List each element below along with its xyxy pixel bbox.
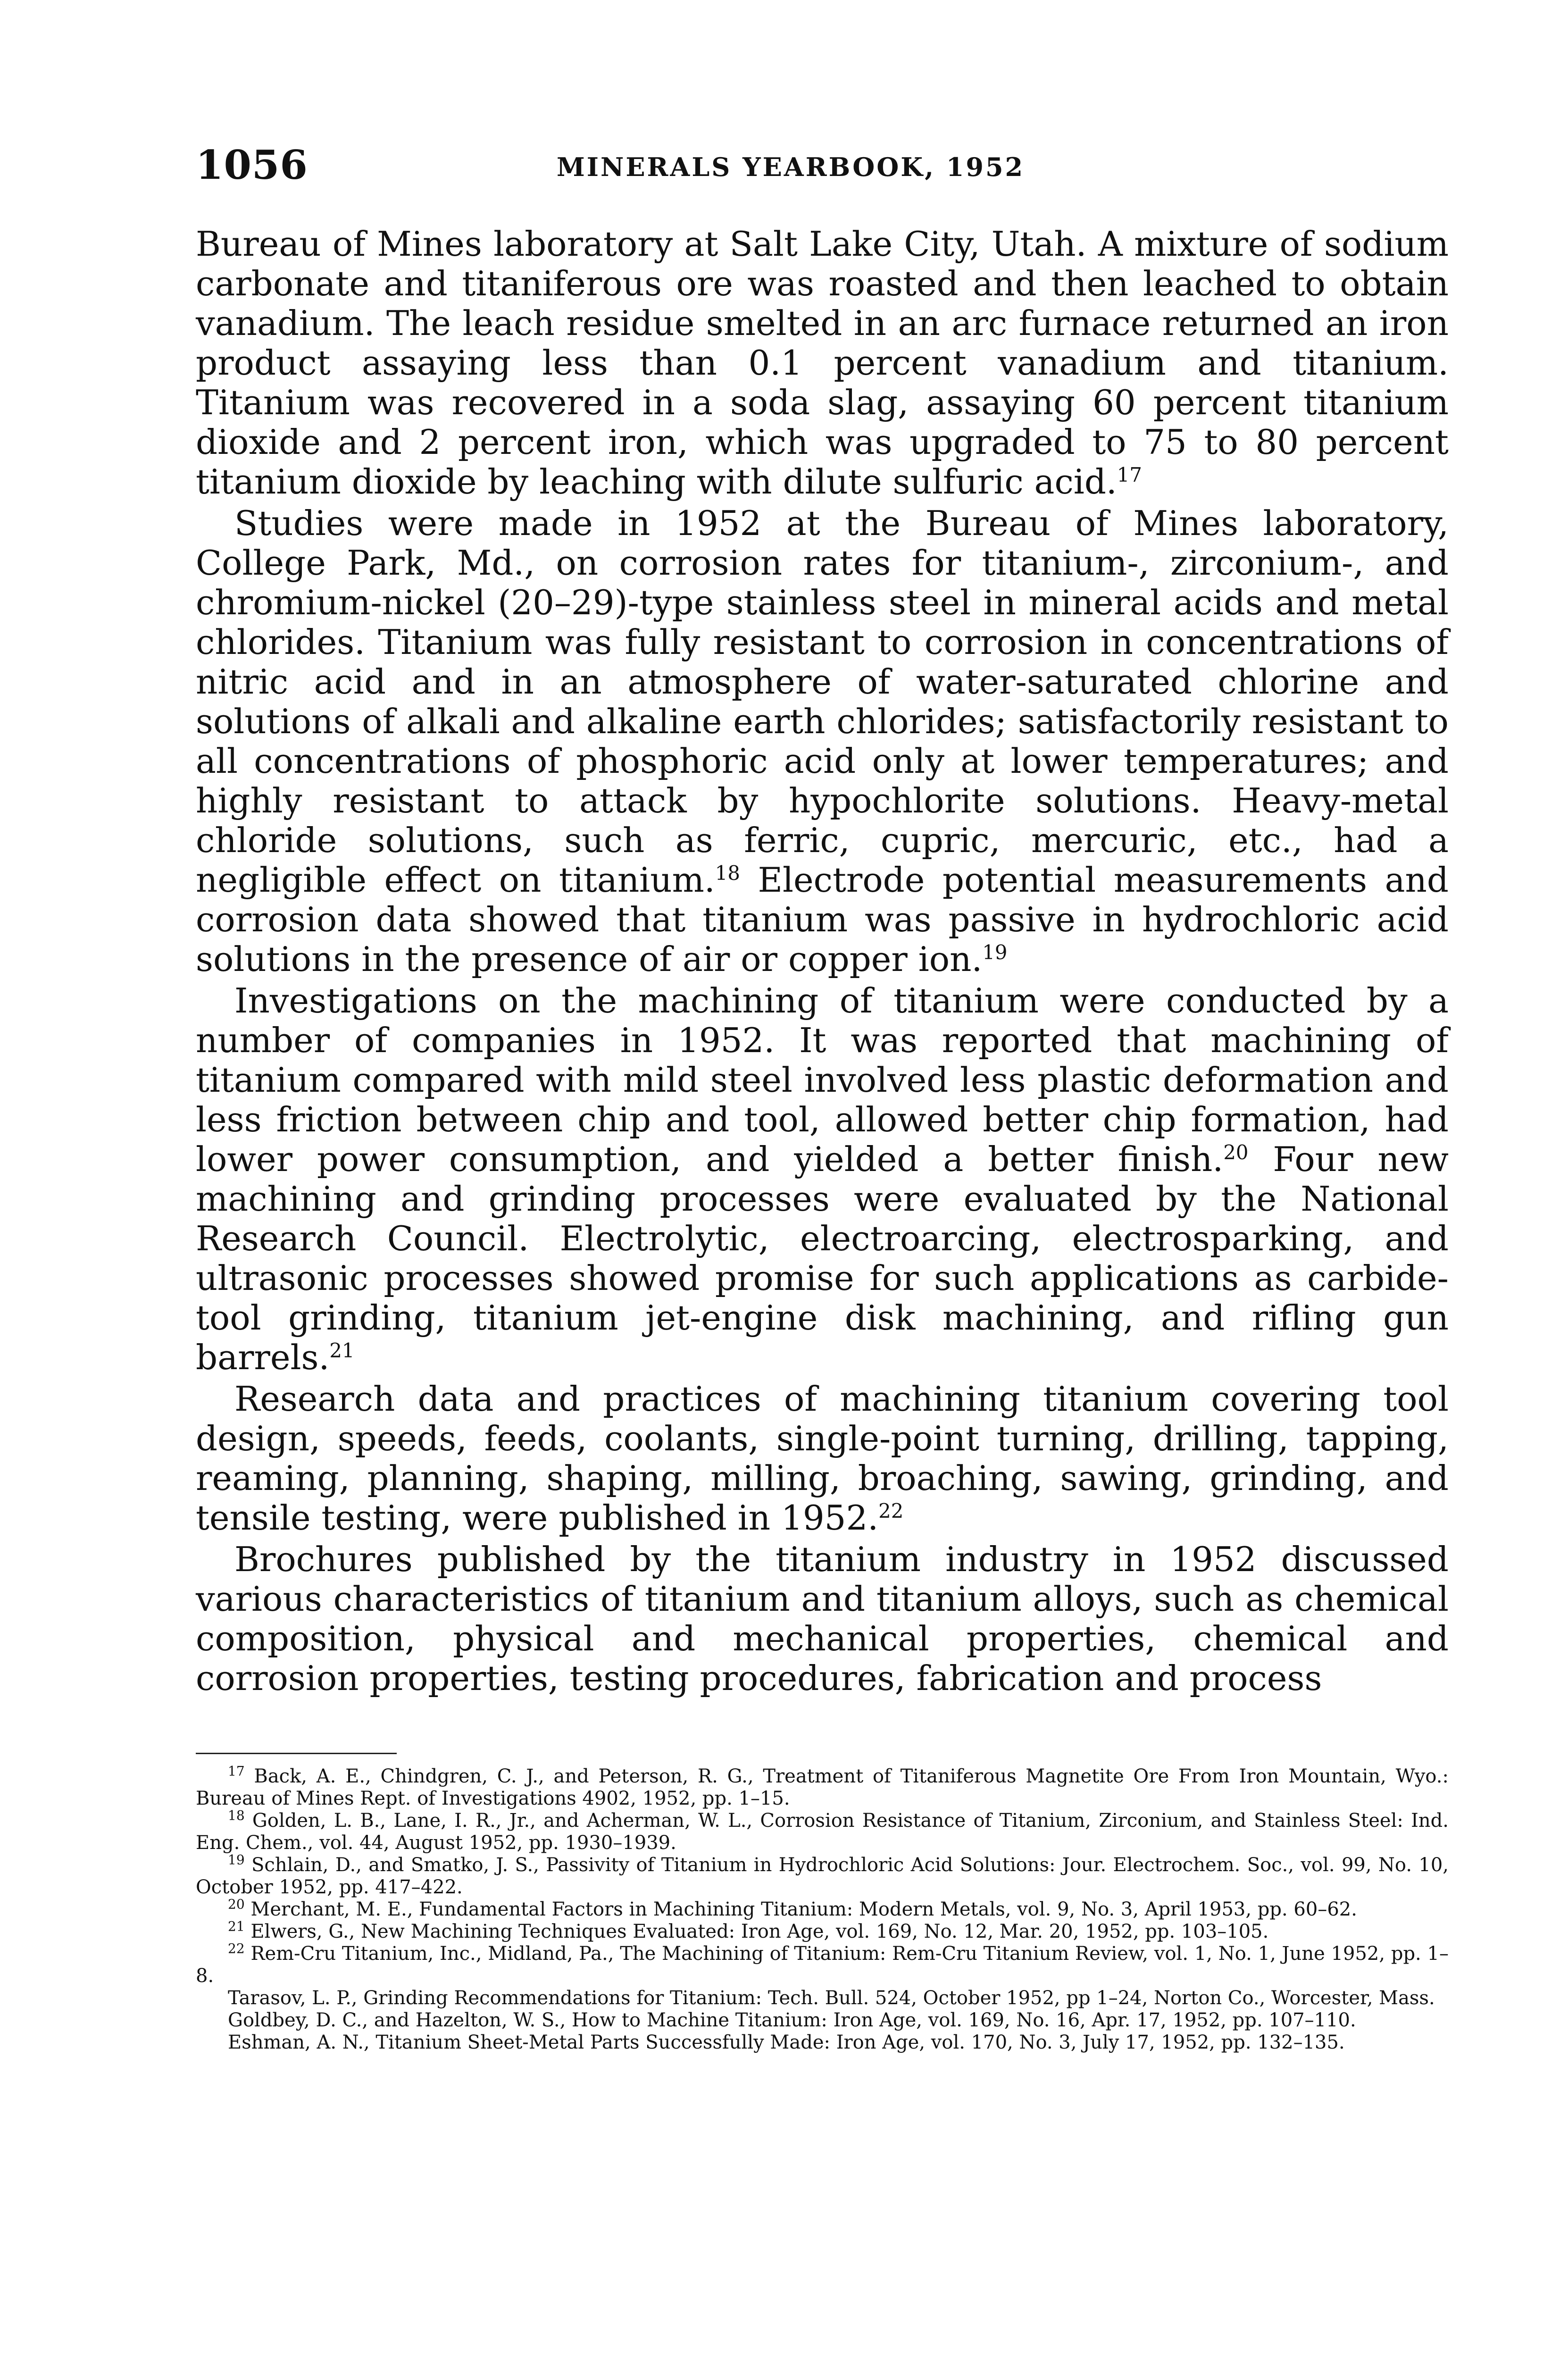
footnote-number: 21: [228, 1918, 245, 1934]
footnote-text: Rem-Cru Titanium, Inc., Midland, Pa., The Machining of Titanium: Rem-Cru Titanium Review, vol. 1, No. 1, June 1952, pp. 1–8.: [196, 1943, 1449, 1987]
paragraph-research-data: [196, 1379, 1449, 1538]
footnote-22-continued: [196, 1987, 1449, 2009]
paragraph-brochures: [196, 1539, 1449, 1698]
footnote-number: 22: [228, 1941, 245, 1957]
paragraph-text: Studies were made in 1952 at the Bureau of Mines laboratory, College Park, Md., on corrosion rates for titanium-, zirconium-, and chromium-nickel (20–29)-type stainless steel in mineral acids and metal chlorides. Titanium was fully resistant to corrosion in concentrations of nitric acid and in an atmosphere of water-saturated chlorine and solutions of alkali and alkaline earth chlorides; satisfactorily resistant to all concentrations of phosphoric acid only at lower temperatures; and highly resistant to attack by hypochlorite solutions. Heavy-metal chloride solutions, such as ferric, cupric, mercuric, etc., had a negligible effect on titanium.: [196, 503, 1449, 900]
footnote-number: 19: [228, 1852, 245, 1868]
footnote-reference[interactable]: 19: [982, 941, 1008, 964]
footnote-number: 20: [228, 1896, 245, 1912]
footnote-17: [196, 1765, 1449, 1810]
footnote-22-continued: [196, 2009, 1449, 2032]
paragraph-text: Four new machining and grinding processes were evaluated by the National Research Council. Electrolytic, electroarcing, electrosparking, and ultrasonic processes showed promise for such applications as carbide-tool grinding, titanium jet-engine disk machining, and rifling gun barrels.: [196, 1139, 1449, 1377]
paragraph-text: Bureau of Mines laboratory at Salt Lake City, Utah. A mixture of sodium carbonate and titaniferous ore was roasted and then leached to obtain vanadium. The leach residue smelted in an arc furnace returned an iron product assaying less than 0.1 percent vanadium and titanium. Titanium was recovered in a soda slag, assaying 60 percent titanium dioxide and 2 percent iron, which was upgraded to 75 to 80 percent titanium dioxide by leaching with dilute sulfuric acid.: [196, 224, 1449, 502]
footnote-divider: [196, 1753, 397, 1754]
page-number: 1056: [196, 142, 308, 188]
paragraph-machining-investigations: [196, 981, 1449, 1377]
footnote-21: [196, 1918, 1449, 1943]
paragraph-text: Brochures published by the titanium industry in 1952 discussed various characteristics of titanium and titanium alloys, such as chemical composition, physical and mechanical properties, chemical and corrosion properties, testing procedures, fabrication and process: [196, 1539, 1449, 1698]
body-text: [196, 224, 1449, 1698]
footnote-19: [196, 1854, 1449, 1899]
footnote-20: [196, 1896, 1449, 1921]
paragraph-vanadium-recovery: [196, 224, 1449, 502]
footnote-22-continued: [196, 2032, 1449, 2054]
footnote-text: Merchant, M. E., Fundamental Factors in Machining Titanium: Modern Metals, vol. 9, No. 3, April 1953, pp. 60–62.: [250, 1899, 1357, 1920]
running-head: MINERALS YEARBOOK, 1952: [557, 152, 1025, 182]
footnote-reference[interactable]: 20: [1223, 1141, 1249, 1164]
paragraph-text: Electrode potential measurements and corrosion data showed that titanium was passive in hydrochloric acid solutions in the presence of air or copper ion.: [196, 860, 1449, 979]
footnote-reference[interactable]: 21: [329, 1339, 355, 1362]
footnote-number: 17: [228, 1763, 245, 1779]
paragraph-corrosion-studies: [196, 503, 1449, 979]
page-header: [196, 142, 1449, 193]
footnote-reference[interactable]: 18: [715, 862, 740, 885]
footnotes: [196, 1765, 1449, 2054]
footnote-text: Back, A. E., Chindgren, C. J., and Peterson, R. G., Treatment of Titaniferous Magnetite Ore From Iron Mountain, Wyo.: Bureau of Mines Rept. of Investigations 4902, 1952, pp. 1–15.: [196, 1765, 1449, 1809]
footnote-number: 18: [228, 1807, 245, 1824]
footnote-text: Eshman, A. N., Titanium Sheet-Metal Parts Successfully Made: Iron Age, vol. 170, No. 3, July 17, 1952, pp. 132–135.: [228, 2032, 1345, 2053]
footnote-text: Elwers, G., New Machining Techniques Evaluated: Iron Age, vol. 169, No. 12, Mar. 20, 1952, pp. 103–105.: [250, 1921, 1269, 1942]
footnote-18: [196, 1807, 1449, 1854]
footnote-22: [196, 1943, 1449, 1987]
footnote-text: Goldbey, D. C., and Hazelton, W. S., How to Machine Titanium: Iron Age, vol. 169, No. 16, Apr. 17, 1952, pp. 107–110.: [228, 2009, 1356, 2031]
footnote-text: Tarasov, L. P., Grinding Recommendations for Titanium: Tech. Bull. 524, October 1952, pp 1–24, Norton Co., Worcester, Mass.: [228, 1987, 1435, 2009]
footnote-reference[interactable]: 17: [1117, 463, 1142, 486]
paragraph-text: Research data and practices of machining titanium covering tool design, speeds, feeds, coolants, single-point turning, drilling, tapping, reaming, planning, shaping, milling, broaching, sawing, grinding, and tensile testing, were published in 1952.: [196, 1379, 1449, 1538]
footnote-text: Golden, L. B., Lane, I. R., Jr., and Acherman, W. L., Corrosion Resistance of Titanium, Zirconium, and Stainless Steel: Ind. Eng. Chem., vol. 44, August 1952, pp. 1930–1939.: [196, 1810, 1449, 1854]
paragraph-text: Investigations on the machining of titanium were conducted by a number of companies in 1952. It was reported that machining of titanium compared with mild steel involved less plastic deformation and less friction between chip and tool, allowed better chip formation, had lower power consumption, and yielded a better finish.: [196, 981, 1449, 1179]
footnote-reference[interactable]: 22: [878, 1499, 904, 1522]
footnote-text: Schlain, D., and Smatko, J. S., Passivity of Titanium in Hydrochloric Acid Solutions: Jour. Electrochem. Soc., vol. 99, No. 10, October 1952, pp. 417–422.: [196, 1854, 1449, 1898]
